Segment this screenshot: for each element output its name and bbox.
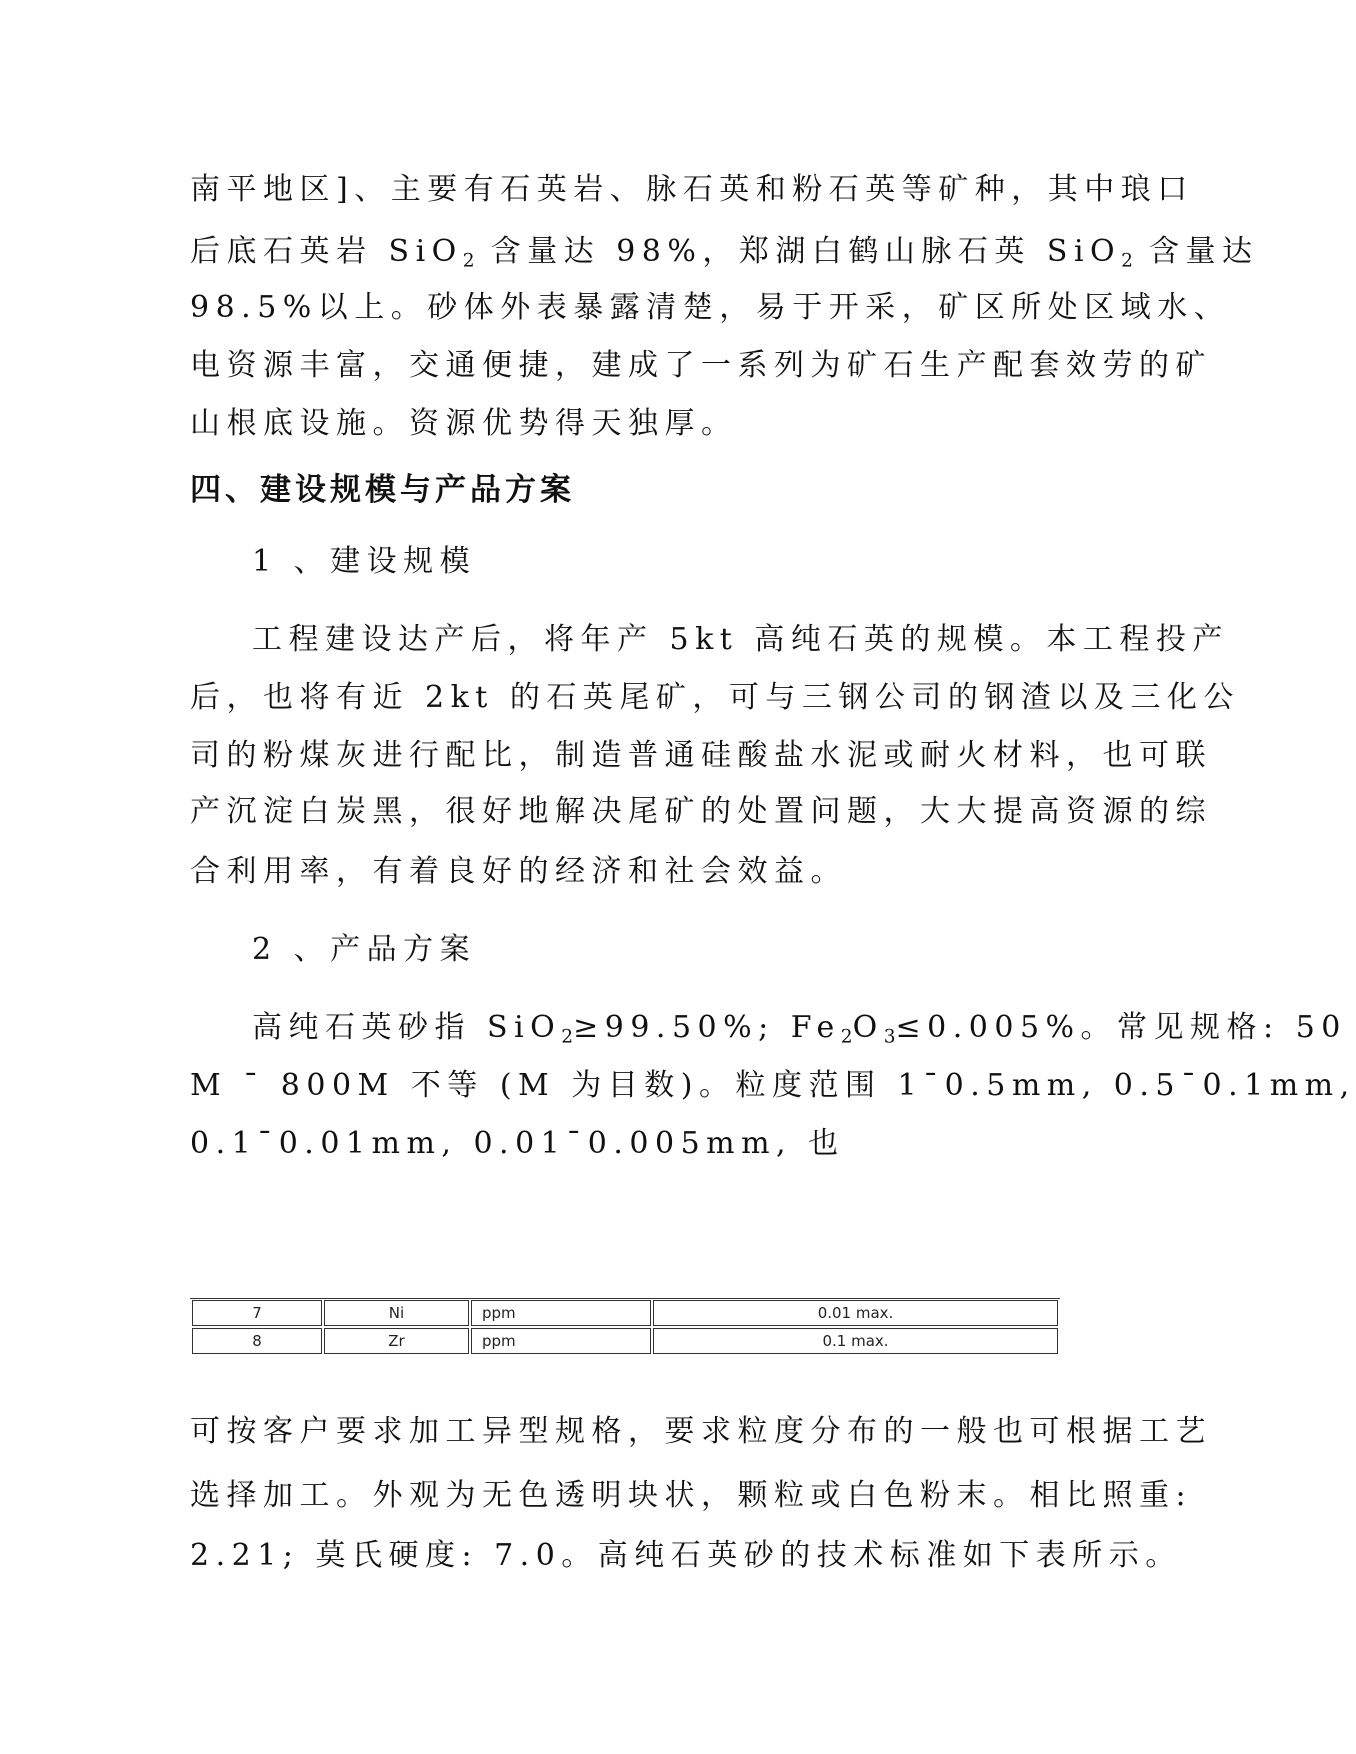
paragraph-1-line-3: 98.5%以上。砂体外表暴露清楚，易于开采，矿区所处区域水、 bbox=[190, 290, 1231, 325]
table-cell: Ni bbox=[324, 1300, 469, 1326]
subheading-2: 2 、产品方案 bbox=[252, 932, 477, 967]
table-cell: 0.01 max. bbox=[653, 1300, 1058, 1326]
subscript: 3 bbox=[883, 1026, 896, 1048]
paragraph-2-line-3: 司的粉煤灰进行配比，制造普通硅酸盐水泥或耐火材料，也可联 bbox=[190, 738, 1212, 773]
section-heading: 四、建设规模与产品方案 bbox=[190, 472, 575, 508]
paragraph-4-line-3: 2.21; 莫氏硬度: 7.0。高纯石英砂的技术标准如下表所示。 bbox=[190, 1538, 1182, 1573]
table-cell: ppm bbox=[471, 1300, 651, 1326]
text-fragment: 含量达 bbox=[1133, 234, 1259, 269]
subscript: 2 bbox=[462, 250, 475, 272]
paragraph-1-line-2 bbox=[190, 232, 1259, 282]
subscript: 2 bbox=[840, 1026, 853, 1048]
paragraph-1-line-5: 山根底设施。资源优势得天独厚。 bbox=[190, 406, 738, 441]
paragraph-1-line-4: 电资源丰富，交通便捷，建成了一系列为矿石生产配套效劳的矿 bbox=[190, 348, 1212, 383]
text-fragment: O bbox=[852, 1010, 884, 1045]
paragraph-2-line-2: 后，也将有近 2kt 的石英尾矿，可与三钢公司的钢渣以及三化公 bbox=[190, 680, 1240, 715]
subscript: 2 bbox=[1121, 250, 1133, 272]
subscript: 2 bbox=[561, 1026, 574, 1048]
text-fragment: ≥99.50%; Fe bbox=[573, 1010, 841, 1045]
paragraph-4-line-2: 选择加工。外观为无色透明块状，颗粒或白色粉末。相比照重: bbox=[190, 1478, 1193, 1513]
subheading-1: 1 、建设规模 bbox=[252, 544, 477, 579]
paragraph-4-line-1: 可按客户要求加工异型规格，要求粒度分布的一般也可根据工艺 bbox=[190, 1414, 1212, 1449]
text-fragment: 含量达 98%，郑湖白鹤山脉石英 SiO bbox=[474, 234, 1122, 269]
text-fragment: ≤0.005%。常见规格: 50 bbox=[895, 1010, 1347, 1045]
table-cell: 0.1 max. bbox=[653, 1328, 1058, 1354]
paragraph-3-line-2: M ¯ 800M 不等 (M 为目数)。粒度范围 1¯0.5mm, 0.5¯0.1mm, bbox=[190, 1068, 1356, 1103]
paragraph-2-line-4: 产沉淀白炭黑，很好地解决尾矿的处置问题，大大提高资源的综 bbox=[190, 794, 1212, 829]
table-cell: 8 bbox=[192, 1328, 322, 1354]
text-fragment: 后底石英岩 SiO bbox=[190, 234, 463, 269]
paragraph-2-line-1: 工程建设达产后，将年产 5kt 高纯石英的规模。本工程投产 bbox=[252, 622, 1229, 657]
table-row bbox=[192, 1300, 1058, 1326]
table-cell: 7 bbox=[192, 1300, 322, 1326]
paragraph-1-line-1: 南平地区]、主要有石英岩、脉石英和粉石英等矿种，其中琅口 bbox=[190, 172, 1194, 207]
paragraph-2-line-5: 合利用率，有着良好的经济和社会效益。 bbox=[190, 854, 847, 889]
spec-table-fragment bbox=[190, 1298, 1060, 1356]
table-cell: Zr bbox=[324, 1328, 469, 1354]
paragraph-3-line-1 bbox=[252, 1008, 1347, 1058]
table-row bbox=[192, 1328, 1058, 1354]
text-fragment: 高纯石英砂指 SiO bbox=[252, 1010, 562, 1045]
table-cell: ppm bbox=[471, 1328, 651, 1354]
paragraph-3-line-3: 0.1¯0.01mm, 0.01¯0.005mm, 也 bbox=[190, 1126, 845, 1161]
